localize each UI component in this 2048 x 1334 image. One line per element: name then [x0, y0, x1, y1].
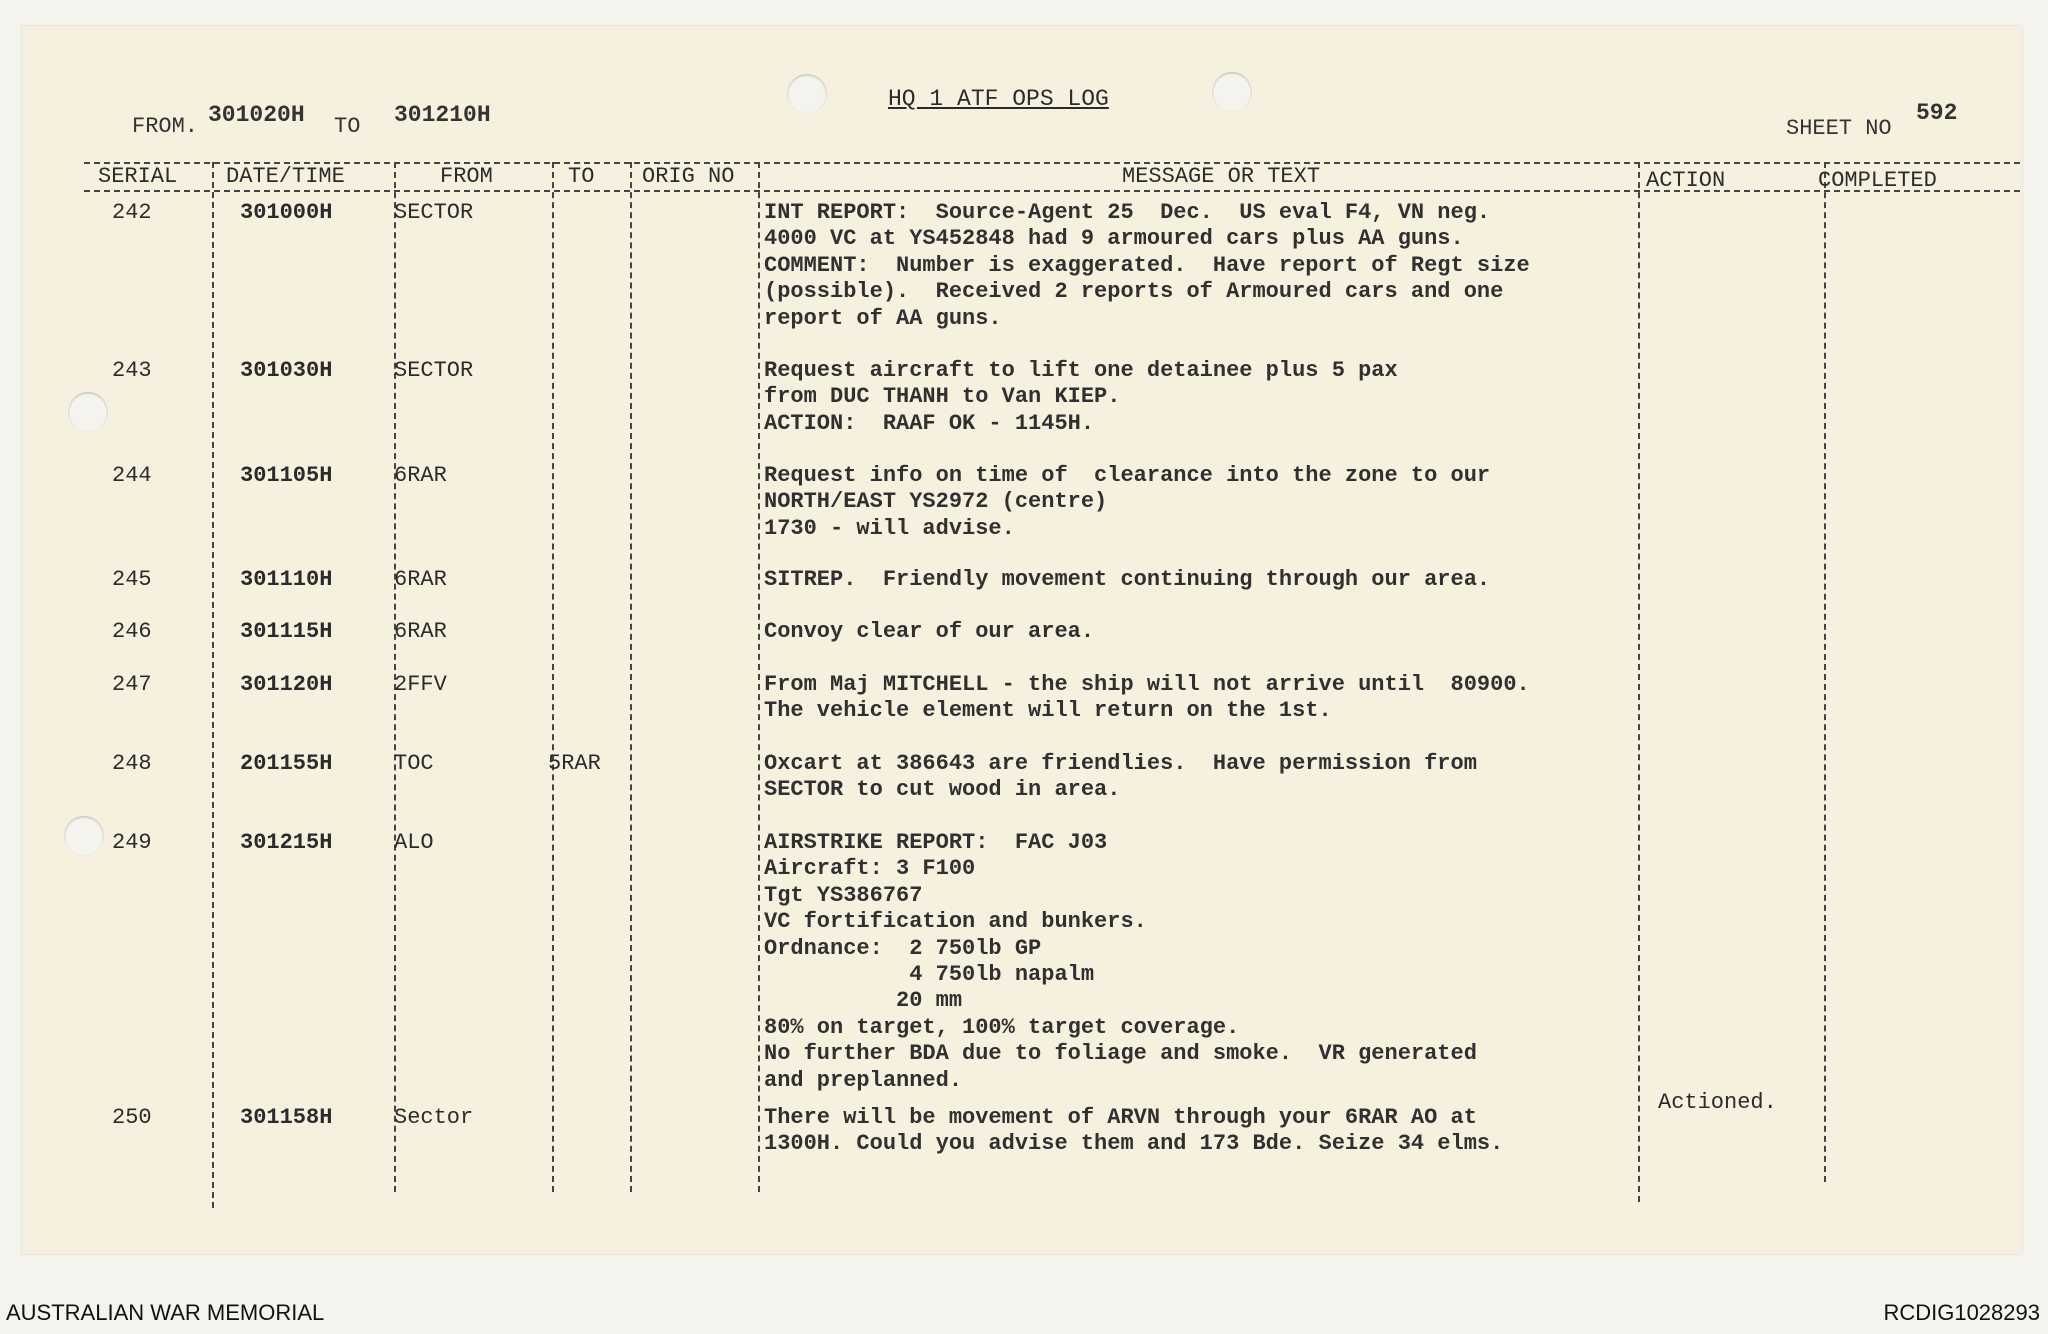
serial-cell: 246 [112, 619, 152, 644]
sheet-value: 592 [1916, 100, 1958, 126]
footer-id: RCDIG1028293 [1883, 1300, 2040, 1325]
from-cell: 6RAR [394, 619, 447, 644]
serial-cell: 248 [112, 751, 152, 776]
datetime-cell: 301105H [240, 463, 333, 488]
message-cell: From Maj MITCHELL - the ship will not arrive until 80900. The vehicle element will return on the 1st. [764, 672, 1530, 724]
message-cell: INT REPORT: Source-Agent 25 Dec. US eval F4, VN neg. 4000 VC at YS452848 had 9 armoured cars plus AA guns. COMMENT: Number is exaggerated. Have report of Regt size (possible). Received 2 reports of Armoured cars and one report of AA guns. [764, 200, 1530, 331]
to-label: TO [334, 114, 361, 139]
col-message: MESSAGE OR TEXT [1122, 164, 1321, 189]
from-cell: Sector [394, 1105, 474, 1130]
column-divider [212, 162, 214, 1208]
datetime-cell: 301158H [240, 1105, 333, 1130]
serial-cell: 245 [112, 567, 152, 592]
datetime-cell: 301115H [240, 619, 333, 644]
col-completed: COMPLETED [1818, 168, 1937, 193]
column-divider [552, 162, 554, 1192]
column-divider [758, 162, 760, 1192]
message-cell: SITREP. Friendly movement continuing through our area. [764, 567, 1491, 592]
to-value: 301210H [394, 102, 491, 128]
message-cell: Oxcart at 386643 are friendlies. Have permission from SECTOR to cut wood in area. [764, 751, 1477, 803]
from-cell: ALO [394, 830, 434, 855]
col-serial: SERIAL [98, 164, 178, 189]
message-cell: There will be movement of ARVN through your 6RAR AO at 1300H. Could you advise them and 173 Bde. Seize 34 elms. [764, 1105, 1504, 1157]
from-value: 301020H [208, 102, 305, 128]
action-cell: Actioned. [1658, 1090, 1777, 1115]
datetime-cell: 301120H [240, 672, 333, 697]
datetime-cell: 301030H [240, 358, 333, 383]
binder-hole [64, 816, 104, 856]
from-cell: 6RAR [394, 463, 447, 488]
message-cell: Convoy clear of our area. [764, 619, 1095, 644]
col-from: FROM [440, 164, 493, 189]
serial-cell: 247 [112, 672, 152, 697]
col-to: TO [568, 164, 595, 189]
serial-cell: 250 [112, 1105, 152, 1130]
column-divider [1824, 162, 1826, 1182]
serial-cell: 249 [112, 830, 152, 855]
footer-source: AUSTRALIAN WAR MEMORIAL [6, 1300, 325, 1325]
column-divider [1638, 162, 1640, 1202]
from-cell: SECTOR [394, 200, 474, 225]
binder-hole [787, 74, 827, 114]
from-label: FROM. [132, 114, 199, 139]
serial-cell: 242 [112, 200, 152, 225]
message-cell: Request info on time of clearance into the zone to our NORTH/EAST YS2972 (centre) 1730 - will advise. [764, 463, 1491, 541]
from-cell: 2FFV [394, 672, 447, 697]
from-cell: TOC [394, 751, 434, 776]
datetime-cell: 201155H [240, 751, 333, 776]
datetime-cell: 301110H [240, 567, 333, 592]
message-cell: AIRSTRIKE REPORT: FAC J03 Aircraft: 3 F100 Tgt YS386767 VC fortification and bunkers. Ordnance: 2 750lb GP 4 750lb napalm 20 mm 80% on target, 100% target coverage. No further BDA due to foliage and smoke. VR generated and preplanned. [764, 830, 1477, 1093]
to-cell: 5RAR [548, 751, 601, 776]
message-cell: Request aircraft to lift one detainee plus 5 pax from DUC THANH to Van KIEP. ACTION: RAAF OK - 1145H. [764, 358, 1398, 436]
header-top-rule [84, 162, 2020, 164]
header-bottom-rule [84, 190, 2020, 192]
col-datetime: DATE/TIME [226, 164, 345, 189]
col-action: ACTION [1646, 168, 1726, 193]
datetime-cell: 301000H [240, 200, 333, 225]
column-divider [630, 162, 632, 1192]
from-cell: SECTOR [394, 358, 474, 383]
serial-cell: 243 [112, 358, 152, 383]
serial-cell: 244 [112, 463, 152, 488]
from-cell: 6RAR [394, 567, 447, 592]
col-orig-no: ORIG NO [642, 164, 735, 189]
datetime-cell: 301215H [240, 830, 333, 855]
sheet-label: SHEET NO [1786, 116, 1892, 141]
binder-hole [1212, 72, 1252, 112]
binder-hole [68, 392, 108, 432]
log-title: HQ 1 ATF OPS LOG [888, 86, 1109, 112]
